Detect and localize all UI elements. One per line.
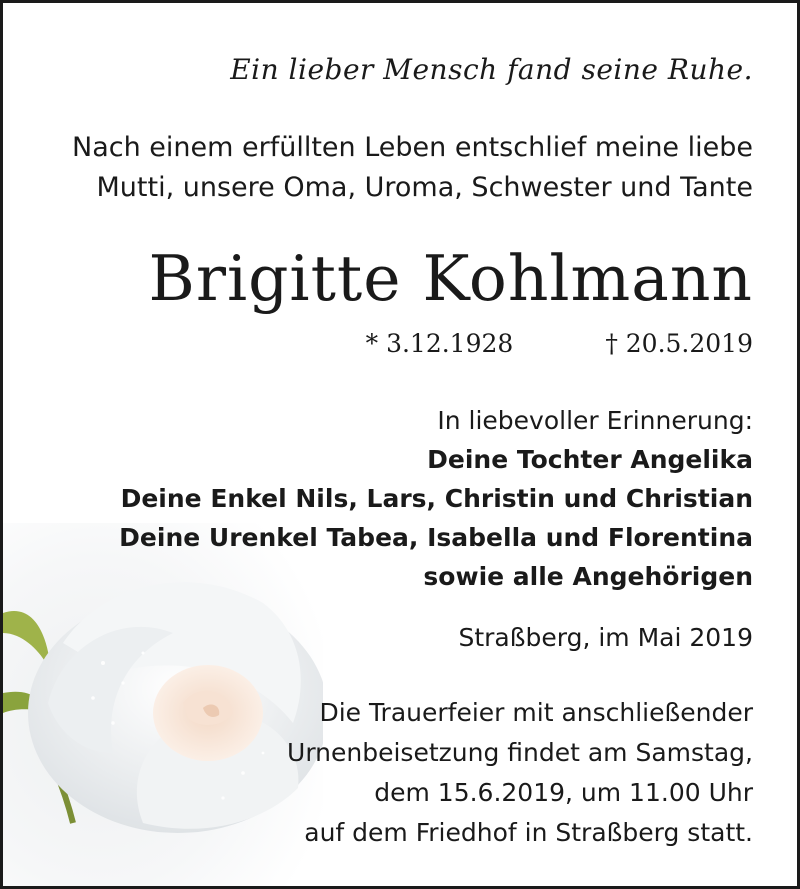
service-line: Urnenbeisetzung findet am Samstag, (287, 738, 753, 767)
service-info (287, 693, 753, 853)
place-date: Straßberg, im Mai 2019 (458, 623, 753, 652)
intro-line: Ein lieber Mensch fand seine Ruhe. (230, 53, 753, 86)
mourner-line: Deine Enkel Nils, Lars, Christin und Christian (120, 484, 753, 513)
memory-heading: In liebevoller Erinnerung: (437, 406, 753, 435)
death-date: † 20.5.2019 (605, 329, 753, 358)
announcement-text (72, 128, 753, 208)
mourners-block (119, 401, 753, 596)
life-dates (366, 329, 753, 358)
birth-date: * 3.12.1928 (365, 329, 514, 358)
deceased-name: Brigitte Kohlmann (148, 242, 753, 315)
mourner-line: sowie alle Angehörigen (423, 562, 753, 591)
mourner-line: Deine Tochter Angelika (427, 445, 753, 474)
service-line: Die Trauerfeier mit anschließender (319, 698, 753, 727)
announcement-line: Mutti, unsere Oma, Uroma, Schwester und Tante (96, 172, 753, 203)
service-line: auf dem Friedhof in Straßberg statt. (304, 818, 753, 847)
announcement-line: Nach einem erfüllten Leben entschlief meine liebe (72, 132, 753, 163)
mourner-line: Deine Urenkel Tabea, Isabella und Florentina (119, 523, 753, 552)
service-line: dem 15.6.2019, um 11.00 Uhr (374, 778, 753, 807)
